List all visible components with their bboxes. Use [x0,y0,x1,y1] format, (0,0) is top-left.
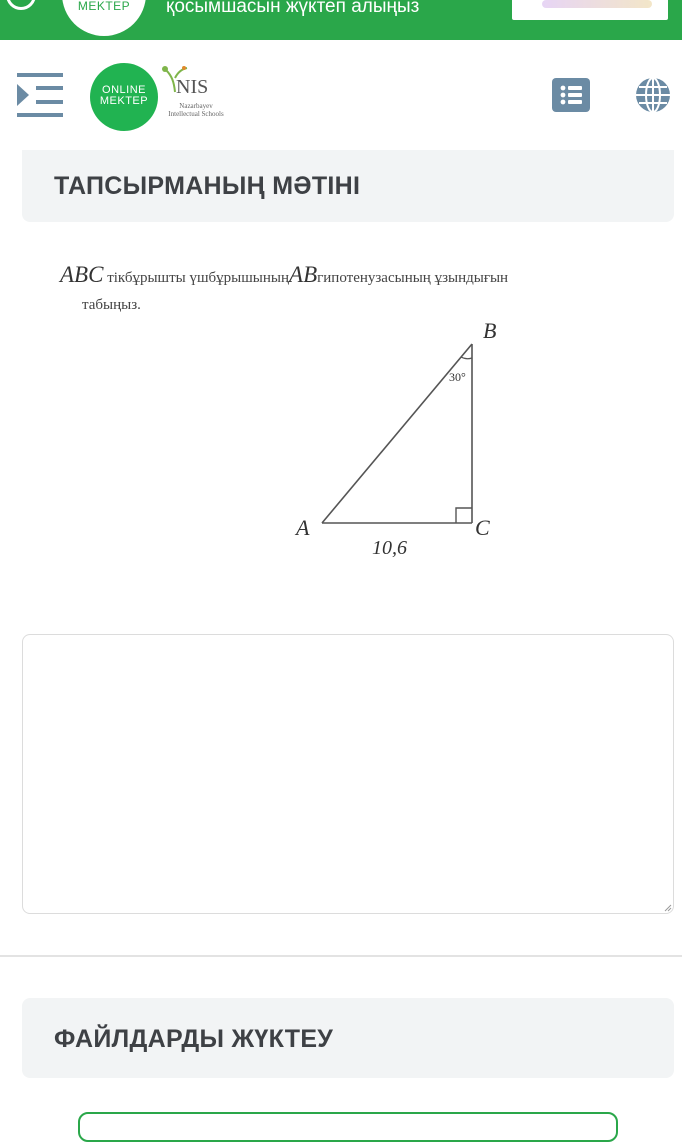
upload-button[interactable] [78,1112,618,1142]
task-text-header [22,150,674,222]
nis-name: NIS [176,76,209,98]
task-text-part1: тікбұрышты үшбұрышының [103,270,290,286]
math-ab: AB [289,262,318,287]
menu-indent-icon[interactable] [16,72,64,118]
app-download-banner[interactable] [0,0,682,40]
banner-logo [62,0,146,36]
angle-b-label: 30° [449,370,466,384]
globe-icon[interactable] [634,76,672,114]
online-mektep-logo[interactable] [90,63,158,131]
logo-line-1: ONLINE [102,84,146,96]
task-text-part2: гипотенузасының ұзындығын [317,270,509,286]
list-icon[interactable] [552,78,590,112]
task-statement [60,262,620,313]
resize-grip-icon[interactable] [664,904,672,912]
nis-logo [160,64,222,132]
banner-text: қосымшасын жүктеп алыңыз [166,0,420,17]
task-text-line2: табыңыз. [82,297,141,313]
task-section-title: ТАПСЫРМАНЫҢ МӘТІНІ [54,172,361,200]
answer-input[interactable] [22,634,674,914]
vertex-c-label: C [475,515,490,540]
vertex-a-label: A [296,515,310,540]
task-image [60,262,620,562]
section-divider [0,955,682,957]
banner-logo-text: MEKTEP [77,0,131,13]
app-store-badge[interactable] [512,0,668,20]
math-abc: ABC [60,262,104,287]
site-header [0,40,682,152]
file-upload-header [22,998,674,1078]
nis-subtitle: Nazarbayev Intellectual Schools [168,102,224,118]
check-icon [6,0,36,10]
files-section-title: ФАЙЛДАРДЫ ЖҮКТЕУ [54,1025,334,1053]
vertex-b-label: B [483,318,497,343]
logo-line-2: MEKTEP [99,95,149,107]
side-ac-label: 10,6 [372,537,407,558]
triangle-diagram [280,318,500,558]
